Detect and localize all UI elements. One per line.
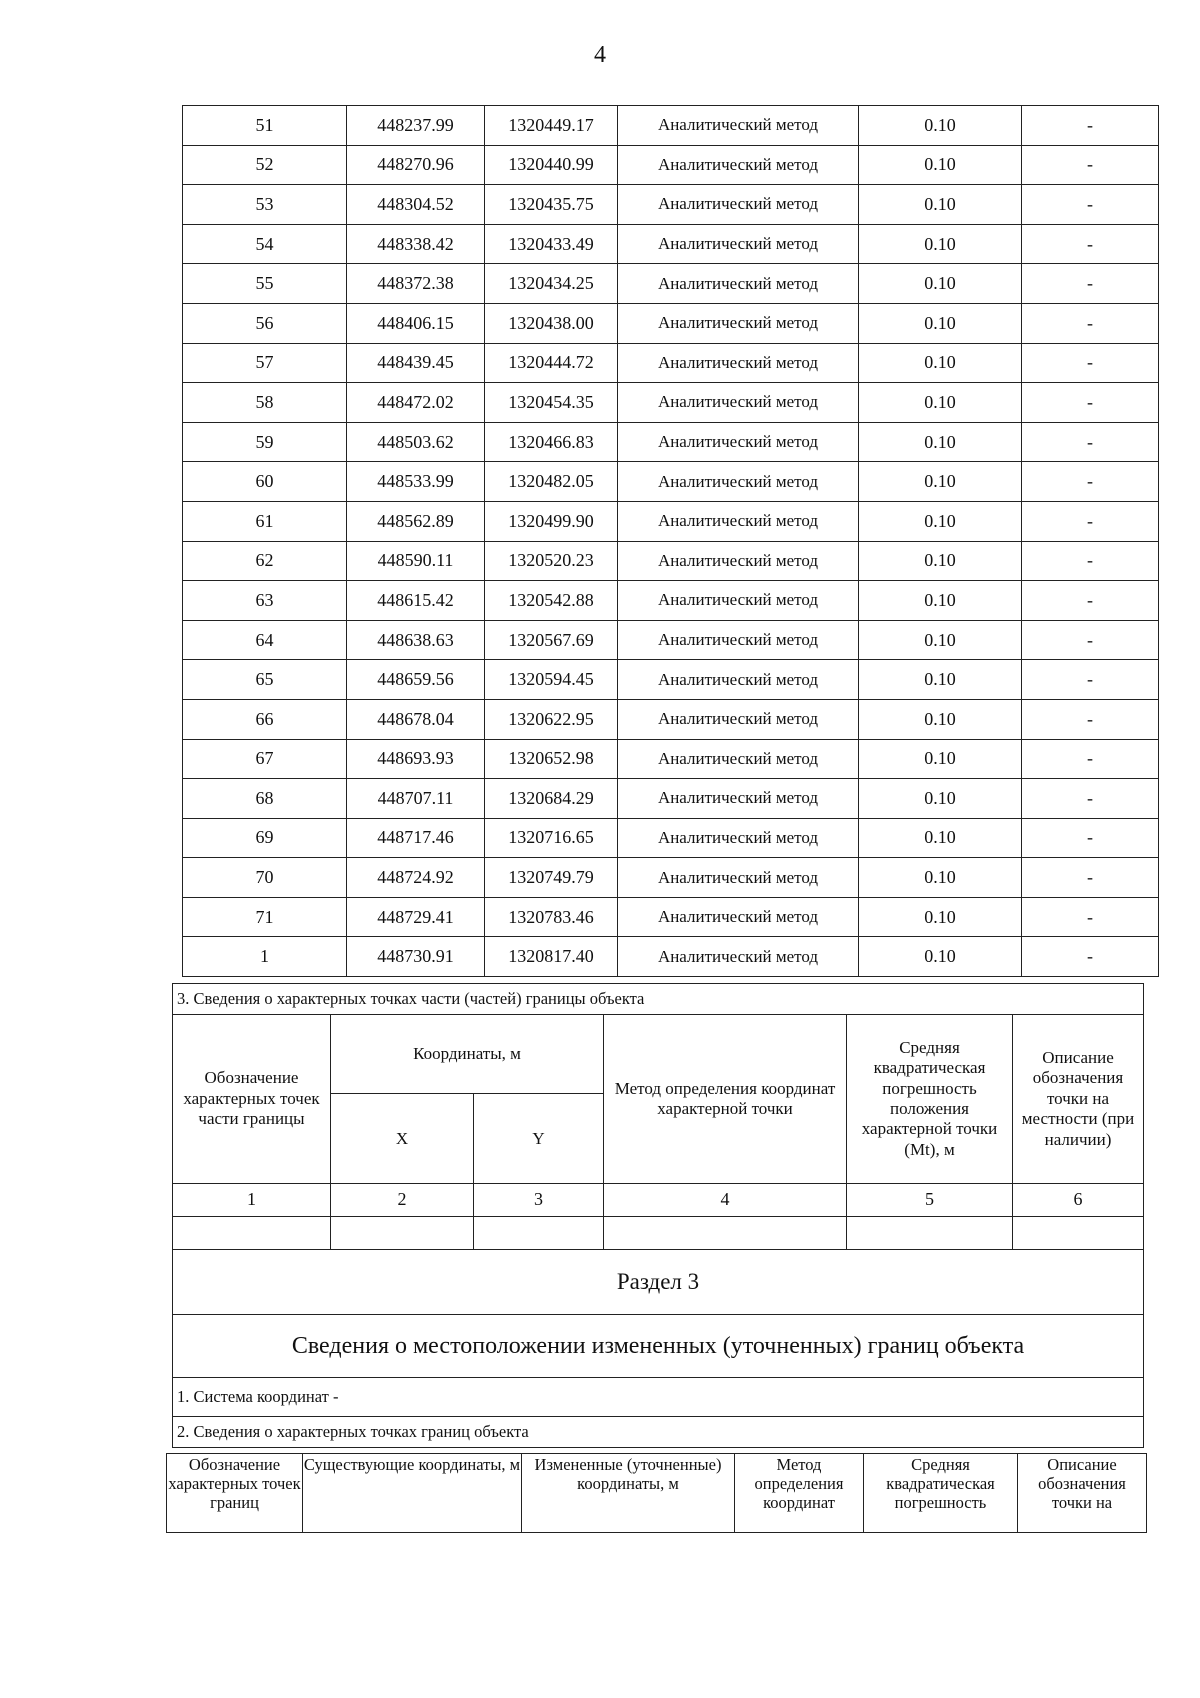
point-method: Аналитический метод [618, 858, 859, 898]
table-row [183, 422, 1159, 462]
point-mt: 0.10 [859, 620, 1022, 660]
point-x: 448638.63 [347, 620, 485, 660]
table-row [183, 383, 1159, 423]
point-desc: - [1022, 383, 1159, 423]
point-number: 69 [183, 818, 347, 858]
point-x: 448659.56 [347, 660, 485, 700]
table-row [183, 462, 1159, 502]
point-number: 64 [183, 620, 347, 660]
header-desc: Описание обозначения точки на [1018, 1454, 1147, 1533]
point-x: 448372.38 [347, 264, 485, 304]
point-method: Аналитический метод [618, 383, 859, 423]
empty-row [173, 1217, 1144, 1250]
point-number: 55 [183, 264, 347, 304]
point-x: 448678.04 [347, 699, 485, 739]
point-x: 448717.46 [347, 818, 485, 858]
point-desc: - [1022, 501, 1159, 541]
point-x: 448472.02 [347, 383, 485, 423]
column-number-6: 6 [1013, 1184, 1144, 1217]
point-method: Аналитический метод [618, 739, 859, 779]
point-desc: - [1022, 739, 1159, 779]
point-number: 59 [183, 422, 347, 462]
point-method: Аналитический метод [618, 343, 859, 383]
header-part-desc: Описание обозначения точки на местности (при наличии) [1013, 1015, 1144, 1184]
point-mt: 0.10 [859, 581, 1022, 621]
point-mt: 0.10 [859, 303, 1022, 343]
point-desc: - [1022, 541, 1159, 581]
point-desc: - [1022, 343, 1159, 383]
table-row [183, 660, 1159, 700]
point-x: 448707.11 [347, 779, 485, 819]
point-number: 53 [183, 185, 347, 225]
point-number: 67 [183, 739, 347, 779]
header-method: Метод определения координат [735, 1454, 864, 1533]
point-y: 1320567.69 [485, 620, 618, 660]
point-mt: 0.10 [859, 106, 1022, 146]
point-mt: 0.10 [859, 699, 1022, 739]
point-mt: 0.10 [859, 145, 1022, 185]
part-and-section-table [172, 983, 1144, 1448]
table-row [183, 303, 1159, 343]
table-row [183, 581, 1159, 621]
points-table-body [183, 106, 1159, 977]
table-row [183, 620, 1159, 660]
column-number-4: 4 [604, 1184, 847, 1217]
point-desc: - [1022, 660, 1159, 700]
section-title: Раздел 3 [173, 1250, 1144, 1315]
point-y: 1320622.95 [485, 699, 618, 739]
table-row [183, 106, 1159, 146]
column-number-5: 5 [847, 1184, 1013, 1217]
table-row [183, 699, 1159, 739]
coordinate-system: 1. Система координат - [173, 1378, 1144, 1417]
point-number: 62 [183, 541, 347, 581]
point-x: 448615.42 [347, 581, 485, 621]
point-mt: 0.10 [859, 937, 1022, 977]
point-mt: 0.10 [859, 462, 1022, 502]
point-y: 1320749.79 [485, 858, 618, 898]
point-x: 448562.89 [347, 501, 485, 541]
point-y: 1320716.65 [485, 818, 618, 858]
table-row [183, 541, 1159, 581]
point-method: Аналитический метод [618, 303, 859, 343]
point-number: 52 [183, 145, 347, 185]
column-number-3: 3 [474, 1184, 604, 1217]
point-x: 448724.92 [347, 858, 485, 898]
point-y: 1320449.17 [485, 106, 618, 146]
point-desc: - [1022, 699, 1159, 739]
point-x: 448503.62 [347, 422, 485, 462]
point-number: 56 [183, 303, 347, 343]
point-y: 1320542.88 [485, 581, 618, 621]
point-number: 61 [183, 501, 347, 541]
point-number: 66 [183, 699, 347, 739]
table-row [183, 224, 1159, 264]
point-desc: - [1022, 779, 1159, 819]
point-mt: 0.10 [859, 779, 1022, 819]
header-mt: Средняя квадратическая погрешность [864, 1454, 1018, 1533]
point-y: 1320652.98 [485, 739, 618, 779]
header-existing-coords: Существующие координаты, м [303, 1454, 522, 1533]
point-mt: 0.10 [859, 224, 1022, 264]
column-number-1: 1 [173, 1184, 331, 1217]
point-x: 448338.42 [347, 224, 485, 264]
point-number: 68 [183, 779, 347, 819]
points-table [182, 105, 1159, 977]
table-row [183, 779, 1159, 819]
point-method: Аналитический метод [618, 937, 859, 977]
point-method: Аналитический метод [618, 541, 859, 581]
point-number: 57 [183, 343, 347, 383]
point-y: 1320444.72 [485, 343, 618, 383]
point-y: 1320438.00 [485, 303, 618, 343]
table-row [183, 897, 1159, 937]
point-method: Аналитический метод [618, 699, 859, 739]
points-table-wrapper [182, 105, 1159, 977]
point-method: Аналитический метод [618, 422, 859, 462]
point-method: Аналитический метод [618, 620, 859, 660]
point-y: 1320454.35 [485, 383, 618, 423]
point-mt: 0.10 [859, 660, 1022, 700]
point-desc: - [1022, 818, 1159, 858]
point-method: Аналитический метод [618, 264, 859, 304]
point-y: 1320482.05 [485, 462, 618, 502]
table-row [183, 185, 1159, 225]
point-y: 1320435.75 [485, 185, 618, 225]
point-desc: - [1022, 462, 1159, 502]
point-method: Аналитический метод [618, 501, 859, 541]
point-mt: 0.10 [859, 818, 1022, 858]
header-changed-coords: Измененные (уточненные) координаты, м [522, 1454, 735, 1533]
point-method: Аналитический метод [618, 660, 859, 700]
point-y: 1320520.23 [485, 541, 618, 581]
point-number: 63 [183, 581, 347, 621]
point-y: 1320433.49 [485, 224, 618, 264]
header-part-x: X [331, 1094, 474, 1184]
point-method: Аналитический метод [618, 818, 859, 858]
point-desc: - [1022, 303, 1159, 343]
point-mt: 0.10 [859, 185, 1022, 225]
page-number: 4 [594, 42, 606, 68]
point-y: 1320594.45 [485, 660, 618, 700]
header-part-mt: Средняя квадратическая погрешность положения характерной точки (Mt), м [847, 1015, 1013, 1184]
table-row [183, 818, 1159, 858]
point-y: 1320783.46 [485, 897, 618, 937]
bottom-table-wrapper [166, 1453, 1147, 1533]
point-number: 1 [183, 937, 347, 977]
point-mt: 0.10 [859, 858, 1022, 898]
point-desc: - [1022, 106, 1159, 146]
point-x: 448590.11 [347, 541, 485, 581]
header-part-coords: Координаты, м [331, 1015, 604, 1094]
point-method: Аналитический метод [618, 779, 859, 819]
point-x: 448237.99 [347, 106, 485, 146]
point-y: 1320817.40 [485, 937, 618, 977]
point-number: 58 [183, 383, 347, 423]
point-x: 448406.15 [347, 303, 485, 343]
point-y: 1320434.25 [485, 264, 618, 304]
header-part-y: Y [474, 1094, 604, 1184]
point-method: Аналитический метод [618, 581, 859, 621]
table-row [183, 501, 1159, 541]
part-section-title: 3. Сведения о характерных точках части (частей) границы объекта [173, 984, 1144, 1015]
section-subtitle: Сведения о местоположении измененных (уточненных) границ объекта [173, 1315, 1144, 1378]
point-number: 54 [183, 224, 347, 264]
point-number: 60 [183, 462, 347, 502]
point-x: 448304.52 [347, 185, 485, 225]
table-row [183, 343, 1159, 383]
point-x: 448533.99 [347, 462, 485, 502]
point-mt: 0.10 [859, 383, 1022, 423]
point-mt: 0.10 [859, 343, 1022, 383]
column-number-2: 2 [331, 1184, 474, 1217]
point-mt: 0.10 [859, 739, 1022, 779]
point-number: 51 [183, 106, 347, 146]
point-number: 70 [183, 858, 347, 898]
lower-table-wrapper [172, 983, 1144, 1448]
table-row [183, 264, 1159, 304]
point-y: 1320499.90 [485, 501, 618, 541]
point-y: 1320466.83 [485, 422, 618, 462]
header-designation: Обозначение характерных точек границ [167, 1454, 303, 1533]
point-mt: 0.10 [859, 422, 1022, 462]
point-x: 448730.91 [347, 937, 485, 977]
table-row [183, 739, 1159, 779]
table-row [183, 145, 1159, 185]
point-method: Аналитический метод [618, 462, 859, 502]
table-row [183, 937, 1159, 977]
boundary-points-title: 2. Сведения о характерных точках границ объекта [173, 1417, 1144, 1448]
point-desc: - [1022, 185, 1159, 225]
point-desc: - [1022, 581, 1159, 621]
point-x: 448693.93 [347, 739, 485, 779]
point-desc: - [1022, 145, 1159, 185]
point-desc: - [1022, 422, 1159, 462]
point-desc: - [1022, 858, 1159, 898]
point-method: Аналитический метод [618, 145, 859, 185]
point-number: 65 [183, 660, 347, 700]
point-desc: - [1022, 264, 1159, 304]
point-mt: 0.10 [859, 897, 1022, 937]
point-x: 448729.41 [347, 897, 485, 937]
point-method: Аналитический метод [618, 106, 859, 146]
table-row [183, 858, 1159, 898]
point-y: 1320440.99 [485, 145, 618, 185]
point-x: 448439.45 [347, 343, 485, 383]
point-method: Аналитический метод [618, 224, 859, 264]
changed-boundaries-header-table [166, 1453, 1147, 1533]
header-part-method: Метод определения координат характерной точки [604, 1015, 847, 1184]
point-y: 1320684.29 [485, 779, 618, 819]
header-part-designation: Обозначение характерных точек части границы [173, 1015, 331, 1184]
point-x: 448270.96 [347, 145, 485, 185]
point-method: Аналитический метод [618, 897, 859, 937]
point-desc: - [1022, 937, 1159, 977]
point-mt: 0.10 [859, 501, 1022, 541]
point-desc: - [1022, 897, 1159, 937]
point-desc: - [1022, 620, 1159, 660]
point-mt: 0.10 [859, 264, 1022, 304]
point-method: Аналитический метод [618, 185, 859, 225]
point-number: 71 [183, 897, 347, 937]
point-mt: 0.10 [859, 541, 1022, 581]
point-desc: - [1022, 224, 1159, 264]
